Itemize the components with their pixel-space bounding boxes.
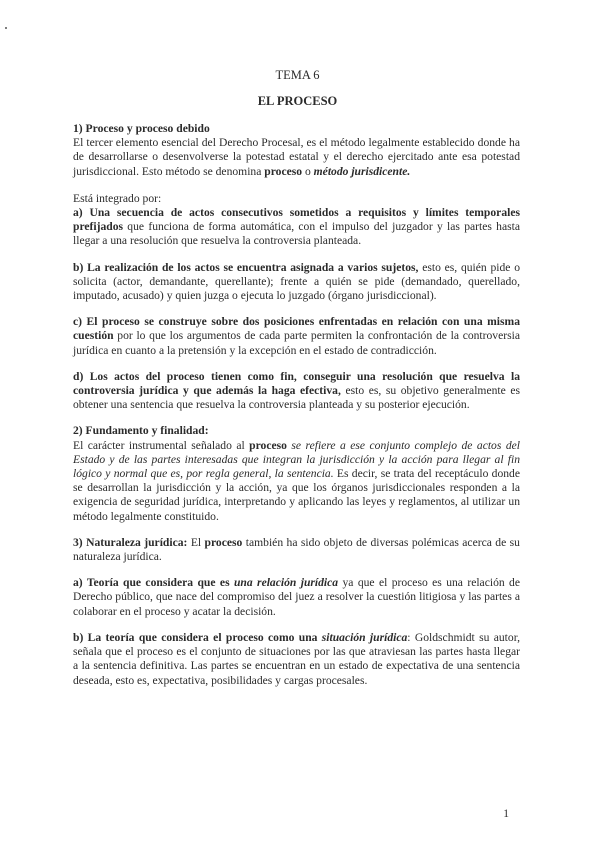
item-b: b) La realización de los actos se encuentra asignada a varios sujetos, esto es, quién pide o solicita (actor, demandante, querellante); frente a quién se pide (demandado, querellado, imputado, acusado) y quien juzga o ejecuta lo juzgado (órgano jurisdiccional). bbox=[73, 260, 520, 303]
item-a: a) Una secuencia de actos consecutivos sometidos a requisitos y límites temporales prefijados que funciona de forma automática, con el impulso del juzgador y las partes hasta llegar a una resolución que resuelva la controversia planteada. bbox=[73, 206, 520, 248]
theory-b: b) La teoría que considera el proceso como una situación jurídica: Goldschmidt su autor, señala que el proceso es el conjunto de situaciones por las que atraviesan las partes hasta llegar a la sentencia definitiva. Las partes se encuentran en un estado de expectativa de una sentencia deseada, esto es, expectativa, posibilidades y cargas procesales. bbox=[73, 630, 520, 687]
section-2-heading: 2) Fundamento y finalidad: bbox=[73, 424, 209, 438]
page-number: 1 bbox=[503, 808, 509, 820]
tema-label: TEMA 6 bbox=[275, 68, 320, 82]
section-1-paragraph: El tercer elemento esencial del Derecho Procesal, es el método legalmente establecido donde ha de desarrollarse o desenvolverse la potestad estatal y el derecho ejercitado ante esa potestad jurisdiccional. Esto método se denomina proceso o método jurisdicente. bbox=[73, 136, 520, 178]
integrated-by-label: Está integrado por: bbox=[73, 191, 162, 205]
item-c: c) El proceso se construye sobre dos posiciones enfrentadas en relación con una misma cuestión por lo que los argumentos de cada parte permiten la confrontación de la controversia jurídica en cuanto a la pretensión y la excepción en el estado de contradicción. bbox=[73, 315, 520, 357]
section-3-paragraph: 3) Naturaleza jurídica: El proceso también ha sido objeto de diversas polémicas acerca de su naturaleza jurídica. bbox=[73, 535, 520, 564]
section-1-heading: 1) Proceso y proceso debido bbox=[73, 122, 210, 135]
scan-speck bbox=[5, 27, 7, 29]
document-body bbox=[73, 122, 520, 688]
item-d: d) Los actos del proceso tienen como fin, conseguir una resolución que resuelva la controversia jurídica y que además la haga efectiva, esto es, su objetivo generalmente es obtener una sentencia que resuelva la controversia planteada y su posterior ejecución. bbox=[73, 369, 520, 412]
theory-a: a) Teoría que considera que es una relación jurídica ya que el proceso es una relación de Derecho público, que nace del compromiso del juez a resolver la cuestión litigiosa y las partes a colaborar en el proceso y acatar la decisión. bbox=[73, 576, 520, 618]
section-2-paragraph: El carácter instrumental señalado al proceso se refiere a ese conjunto complejo de actos del Estado y de las partes interesadas que integran la jurisdicción y la acción para llegar al fin lógico y normal que es, por regla general, la sentencia. Es decir, se trata del receptáculo donde se desarrollan la jurisdicción y la acción, ya que los órganos jurisdiccionales responden a la exigencia de seguridad jurídica, interpretando y aplicando las leyes y reglamentos, al utilizar un método legalmente constituido. bbox=[73, 438, 520, 523]
page-title: EL PROCESO bbox=[257, 94, 338, 108]
